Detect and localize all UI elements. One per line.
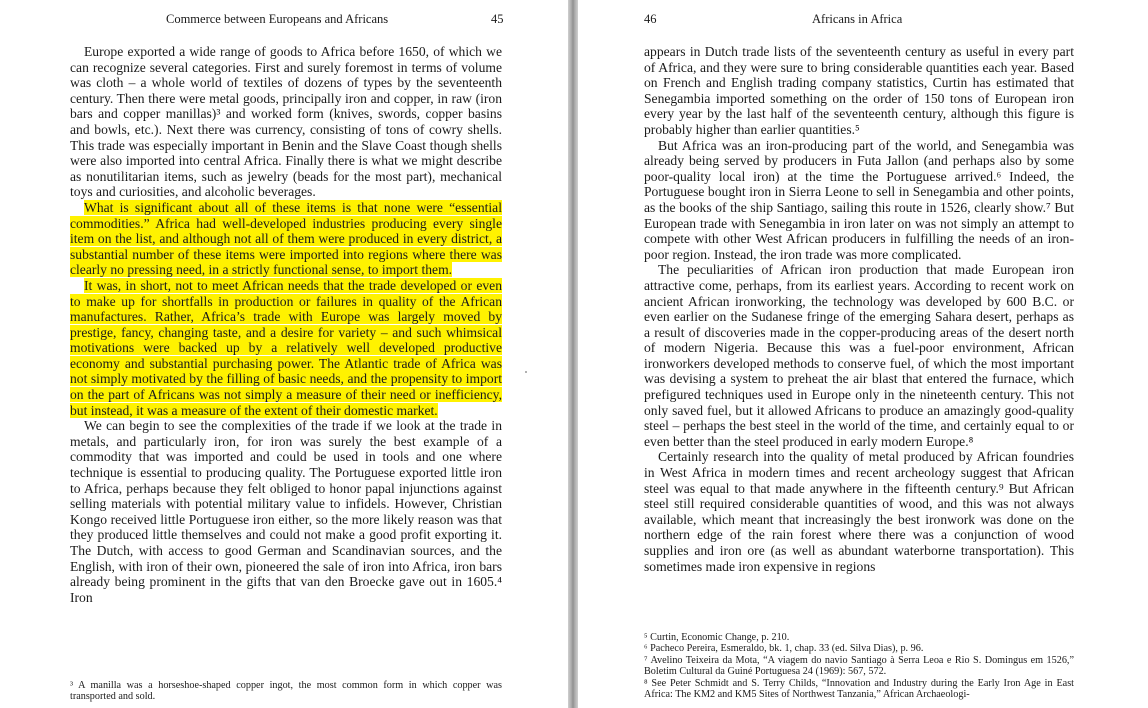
left-page: [0, 0, 568, 708]
footnote: ⁶ Pacheco Pereira, Esmeraldo, bk. 1, chap. 33 (ed. Silva Dias), p. 96.: [644, 643, 924, 655]
footnotes: [70, 680, 502, 703]
book-gutter: [568, 0, 578, 708]
right-page: [578, 0, 1148, 708]
footnotes: [644, 632, 1074, 700]
footnote: ³ A manilla was a horseshoe-shaped copper ingot, the most common form in which copper was transported and sold.: [70, 680, 502, 703]
running-header-title: Commerce between Europeans and Africans: [166, 12, 389, 26]
body-text: [70, 44, 502, 605]
page-number: 45: [491, 12, 504, 26]
paragraph: Europe exported a wide range of goods to Africa before 1650, of which we can recognize several categories. First and surely foremost in terms of volume was cloth – a whole world of textiles of dozens of types by the seventeenth century. Then there were metal goods, principally iron and copper, in raw (iron bars and copper manillas)³ and worked form (knives, swords, copper basins and bowls, etc.). Next there was currency, consisting of tons of cowry shells. This trade was especially important in Benin and the Slave Coast though shells were also imported into central Africa. Finally there is what we might describe as nonutilitarian items, such as jewelry (beads for the most part), mechanical toys and curiosities, and alcoholic beverages.: [70, 44, 502, 200]
paragraph-highlighted: [70, 278, 502, 418]
paragraph: The peculiarities of African iron production that made European iron attractive come, perhaps, from its earliest years. According to recent work on ancient African ironworking, the technology was developed by 600 B.C. or even earlier on the Sudanese fringe of the emerging Sahara desert, perhaps as a result of discoveries made in the copper-producing areas of the desert north of modern Nigeria. Because this was a fuel-poor environment, African ironworkers developed methods to conserve fuel, of which the most important was devising a system to preheat the air blast that entered the furnace, which prefigured techniques used in Europe only in the nineteenth century. This not only saved fuel, but it allowed Africans to produce an amazingly good-quality steel – perhaps the best steel in the world of the time, and certainly equal to or even better than the steel produced in early modern Europe.⁸: [644, 262, 1074, 449]
paragraph-continuation: appears in Dutch trade lists of the seventeenth century as useful in every part of Africa, and they were sure to bring considerable quantities each year. Based on French and English trading company statistics, Curtin has estimated that Senegambia imported something on the order of 150 tons of European iron every year by the last half of the seventeenth century, although this figure is probably higher than earlier quantities.⁵: [644, 44, 1074, 137]
highlight-span: What is significant about all of these items is that none were “essential commodities.” Africa had well-developed industries producing every single item on the list, and although not all of them were produced in every district, a substantial number of these items were imported into regions where there was clearly no pressing need, in a strictly functional sense, to import them.: [70, 199, 502, 278]
paragraph: But Africa was an iron-producing part of the world, and Senegambia was already being served by producers in Futa Jallon (and perhaps also by some poor-quality local iron) at the time the Portuguese arrived.⁶ Indeed, the Portuguese bought iron in Sierra Leone to sell in Senegambia and other points, as the books of the ship Santiago, sailing this route in 1526, clearly show.⁷ But European trade with Senegambia in iron later on was not simply an attempt to compete with other West African producers in fulfilling the needs of an iron-poor region. Instead, the iron trade was more complicated.: [644, 137, 1074, 262]
paragraph: We can begin to see the complexities of the trade if we look at the trade in metals, and particularly iron, for iron was surely the best example of a commodity that was imported and could be used in tools and one where technique is essential to producing quality. The Portuguese exported little iron to Africa, perhaps because they felt obliged to honor papal injunctions against selling materials with potential military value to infidels. However, Christian Kongo received little Portuguese iron either, so the more likely reason was that they produced little themselves and could not make a good profit exporting it. The Dutch, with access to good German and Scandinavian sources, and the English, with iron of their own, pioneered the sale of iron into Africa, iron bars already being prominent in the gifts that van den Broecke gave out in 1605.⁴ Iron: [70, 418, 502, 605]
paragraph-highlighted: [70, 200, 502, 278]
footnote: ⁸ See Peter Schmidt and S. Terry Childs, “Innovation and Industry during the Early Iron Age in East Africa: The KM2 and KM5 Sites of Northwest Tanzania,” African Archaeologi-: [644, 677, 1074, 701]
paragraph: Certainly research into the quality of metal produced by African foundries in West Africa in modern times and recent archeology suggest that African steel was equal to that made anywhere in the fifteenth century.⁹ But African steel still required considerable quantities of wood, and this was not always available, which meant that increasingly the best ironwork was done on the northern edge of the rain forest where there was a conjunction of wood supplies and iron ore (as well as abundant waterborne transportation). This sometimes made iron expensive in regions: [644, 449, 1074, 574]
scan-speck: [525, 371, 527, 373]
running-header-title: Africans in Africa: [812, 12, 903, 26]
footnote: ⁵ Curtin, Economic Change, p. 210.: [644, 632, 790, 643]
body-text: [644, 44, 1074, 574]
highlight-span: It was, in short, not to meet African needs that the trade developed or even to make up for shortfalls in production or failures in quality of the African manufactures. Rather, Africa’s trade with Europe was largely moved by prestige, fancy, changing taste, and a desire for variety – and such whimsical motivations were backed up by a relatively well developed productive economy and substantial purchasing power. The Atlantic trade of Africa was not simply motivated by the filling of basic needs, and the propensity to import on the part of Africans was not simply a measure of their need or inefficiency, but instead, it was a measure of the extent of their domestic market.: [70, 277, 502, 418]
page-number: 46: [644, 12, 657, 26]
footnote: ⁷ Avelino Teixeira da Mota, “A viagem do navio Santiago à Serra Leoa e Rio S. Domingus em 1526,” Boletim Cultural da Guiné Portuguesa 24 (1969): 567, 572.: [644, 654, 1074, 678]
